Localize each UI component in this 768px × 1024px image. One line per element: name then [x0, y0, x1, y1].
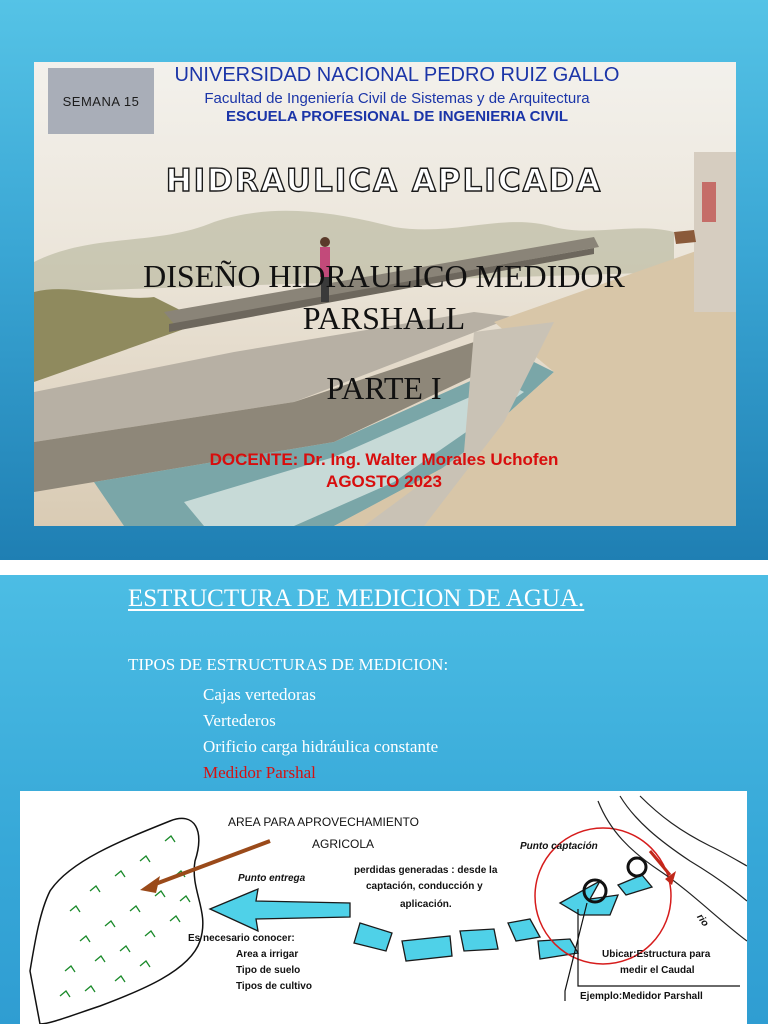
slide-title-dot: . — [578, 585, 585, 612]
part-label: PARTE I — [326, 370, 442, 406]
structure-types-heading: TIPOS DE ESTRUCTURAS DE MEDICION: — [128, 655, 449, 674]
losses-label-2: captación, conducción y — [366, 881, 483, 892]
irrigation-diagram — [20, 791, 747, 1024]
course-title: HIDRAULICA APLICADA — [165, 163, 603, 199]
slide-title — [128, 585, 584, 613]
ubicar-label-1: Ubicar:Estructura para — [602, 949, 711, 960]
list-item-highlight: Medidor Parshal — [203, 763, 316, 782]
rio-label: rio — [694, 912, 711, 929]
conocer-title: Es necesario conocer: — [188, 933, 295, 944]
content-slide — [0, 575, 768, 1024]
topic-title — [80, 255, 688, 339]
teacher-name: DOCENTE: Dr. Ing. Walter Morales Uchofen — [209, 450, 559, 469]
list-item: Cajas vertedoras — [203, 685, 316, 704]
date-label: AGOSTO 2023 — [326, 472, 442, 491]
ubicar-label-2: medir el Caudal — [620, 965, 695, 976]
area-label-1: AREA PARA APROVECHAMIENTO — [228, 815, 419, 829]
topic-line-1: DISEÑO HIDRAULICO MEDIDOR — [143, 258, 625, 294]
ejemplo-label: Ejemplo:Medidor Parshall — [580, 991, 703, 1002]
slide-title-text: ESTRUCTURA DE MEDICION DE AGUA — [128, 585, 578, 612]
area-label-2: AGRICOLA — [312, 837, 375, 851]
conocer-item: Area a irrigar — [236, 949, 299, 960]
conocer-item: Tipo de suelo — [236, 965, 301, 976]
university-name: UNIVERSIDAD NACIONAL PEDRO RUIZ GALLO — [174, 64, 620, 86]
week-badge: SEMANA 15 — [48, 68, 154, 134]
faculty-name: Facultad de Ingeniería Civil de Sistemas y de Arquitectura — [204, 90, 590, 107]
losses-label-1: perdidas generadas : desde la — [354, 865, 498, 876]
list-item: Orificio carga hidráulica constante — [203, 737, 439, 756]
list-item: Vertederos — [203, 711, 276, 730]
punto-entrega-label: Punto entrega — [238, 873, 306, 884]
topic-line-2: PARSHALL — [302, 300, 466, 336]
losses-label-3: aplicación. — [400, 899, 452, 910]
punto-captacion-label: Punto captación — [520, 841, 598, 852]
structure-types-list — [203, 682, 438, 786]
school-name: ESCUELA PROFESIONAL DE INGENIERIA CIVIL — [226, 108, 568, 125]
conocer-item: Tipos de cultivo — [236, 981, 312, 992]
